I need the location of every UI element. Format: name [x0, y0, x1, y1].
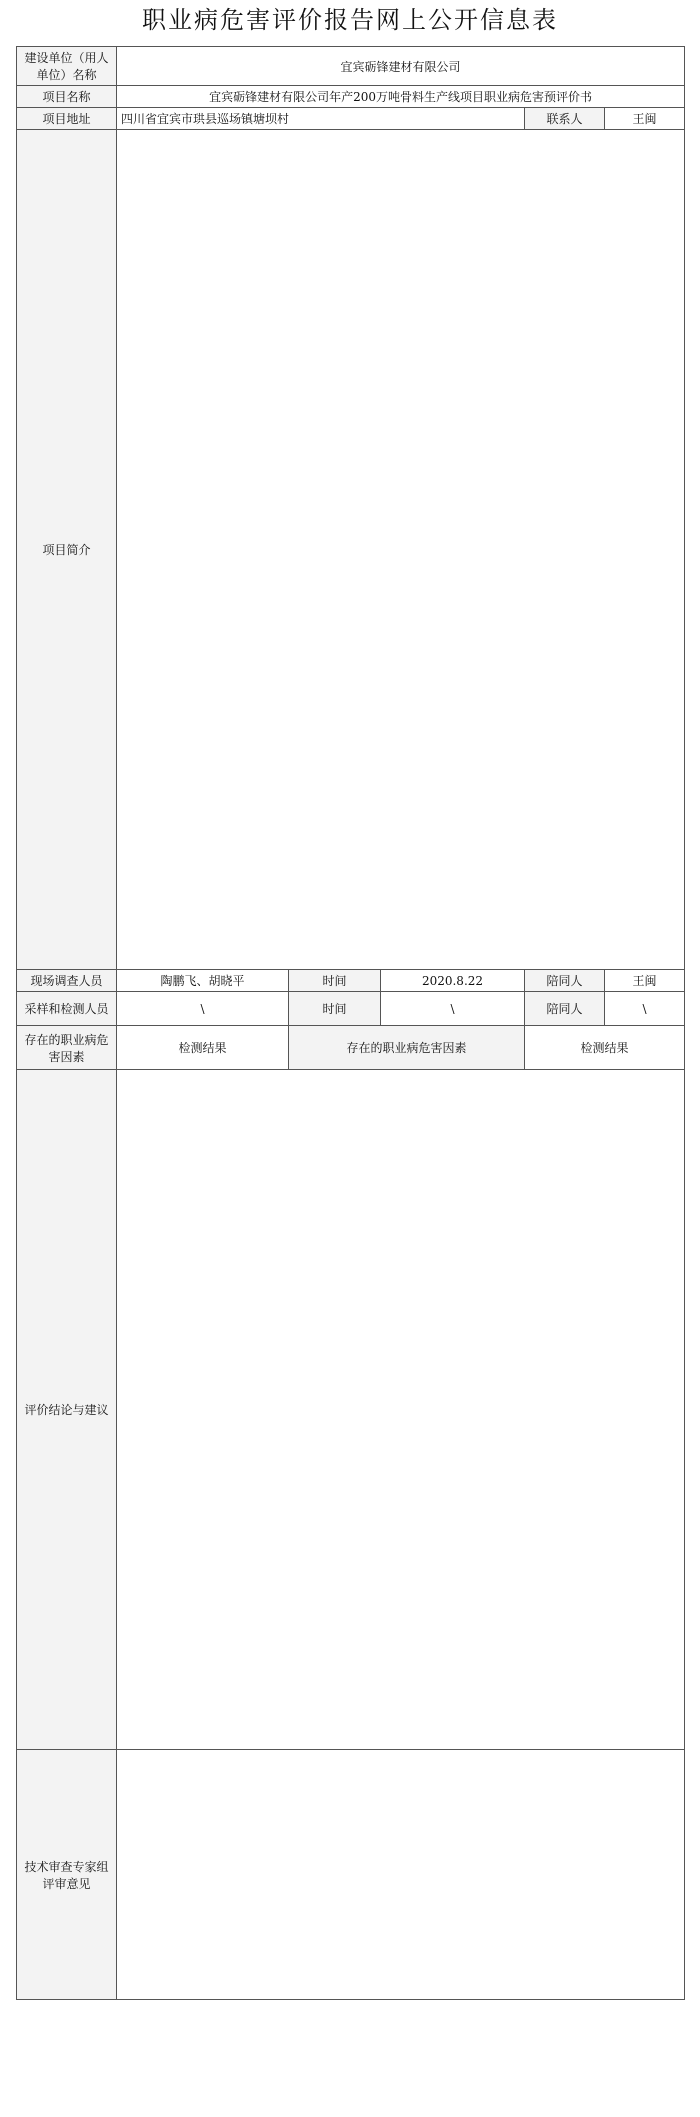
- results-label: 检测结果: [117, 1026, 289, 1070]
- contact-value: 王闽: [605, 108, 685, 130]
- row-survey: [17, 970, 685, 992]
- project-value: 宜宾砺锋建材有限公司年产200万吨骨料生产线项目职业病危害预评价书: [117, 86, 685, 108]
- unit-value: 宜宾砺锋建材有限公司: [117, 47, 685, 86]
- contact-label: 联系人: [525, 108, 605, 130]
- overview-label: 项目简介: [17, 130, 117, 970]
- conclusion-label: 评价结论与建议: [17, 1070, 117, 1750]
- project-label: 项目名称: [17, 86, 117, 108]
- overview-body: [117, 130, 685, 970]
- row-conclusion: [17, 1070, 685, 1750]
- results-label-repeat: 检测结果: [525, 1026, 685, 1070]
- sampling-accompany-label: 陪同人: [525, 992, 605, 1026]
- sampling-time-label: 时间: [289, 992, 381, 1026]
- survey-time: 2020.8.22: [381, 970, 525, 992]
- survey-accompany: 王闽: [605, 970, 685, 992]
- row-sampling: [17, 992, 685, 1026]
- row-unit: [17, 47, 685, 86]
- unit-label: 建设单位（用人单位）名称: [17, 47, 117, 86]
- expert-label: 技术审查专家组评审意见: [17, 1750, 117, 2000]
- expert-body: [117, 1750, 685, 2000]
- survey-label: 现场调查人员: [17, 970, 117, 992]
- hazards-label-repeat: 存在的职业病危害因素: [289, 1026, 525, 1070]
- address-label: 项目地址: [17, 108, 117, 130]
- conclusion-body: [117, 1070, 685, 1750]
- survey-accompany-label: 陪同人: [525, 970, 605, 992]
- sampling-label: 采样和检测人员: [17, 992, 117, 1026]
- survey-time-label: 时间: [289, 970, 381, 992]
- row-address: [17, 108, 685, 130]
- sampling-accompany: \: [605, 992, 685, 1026]
- row-overview: [17, 130, 685, 970]
- info-table: [16, 46, 685, 2000]
- row-expert: [17, 1750, 685, 2000]
- sampling-time: \: [381, 992, 525, 1026]
- address-value: 四川省宜宾市珙县巡场镇塘坝村: [117, 108, 525, 130]
- row-hazards: [17, 1026, 685, 1070]
- hazards-label: 存在的职业病危害因素: [17, 1026, 117, 1070]
- row-project: [17, 86, 685, 108]
- page-title: 职业病危害评价报告网上公开信息表: [142, 6, 558, 34]
- sampling-staff: \: [117, 992, 289, 1026]
- survey-staff: 陶鹏飞、胡晓平: [117, 970, 289, 992]
